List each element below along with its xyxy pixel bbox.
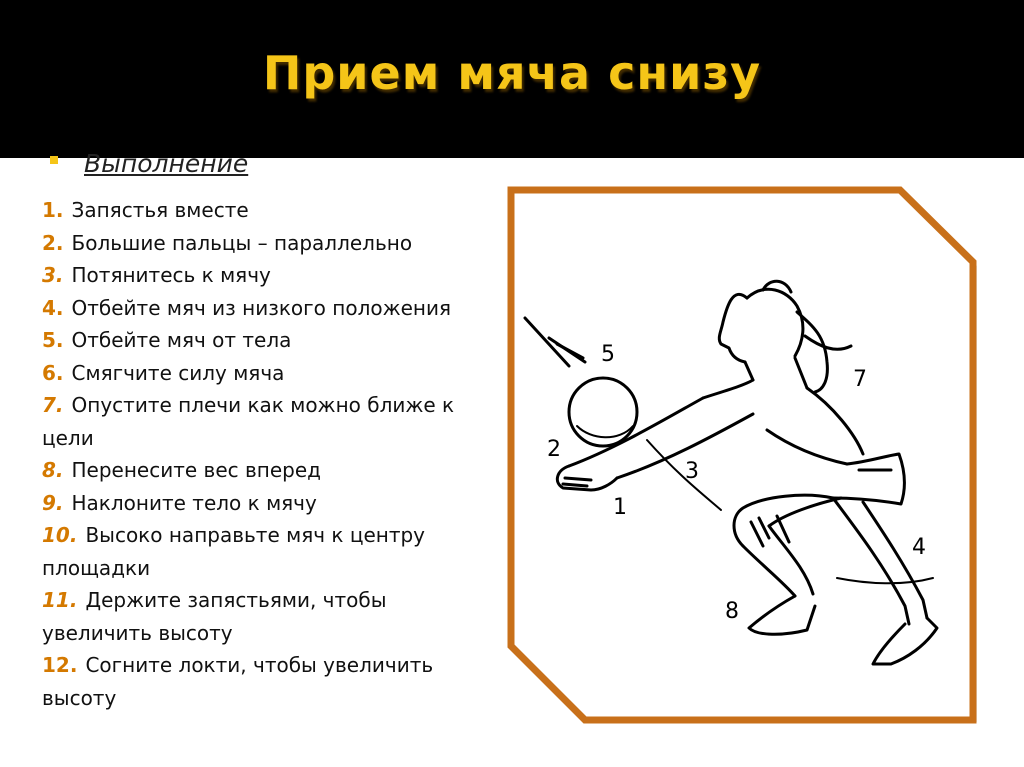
step-text: Наклоните тело к мячу xyxy=(71,490,317,515)
list-item xyxy=(42,227,492,260)
figure-label: 2 xyxy=(547,437,561,462)
list-item xyxy=(42,194,492,227)
step-number: 6. xyxy=(42,360,64,385)
figure-label: 7 xyxy=(853,367,867,392)
step-number: 4. xyxy=(42,295,64,320)
step-text: Согните локти, чтобы увеличить высоту xyxy=(42,653,434,710)
bullet-icon xyxy=(50,156,58,164)
list-item xyxy=(42,649,492,714)
list-item xyxy=(42,389,492,454)
steps-list xyxy=(42,194,492,714)
subheading: Выполнение xyxy=(84,149,249,178)
step-number: 11. xyxy=(42,588,78,612)
figure-label: 4 xyxy=(912,535,926,560)
step-number: 10. xyxy=(42,523,78,547)
step-text: Большие пальцы – параллельно xyxy=(71,230,413,255)
list-item xyxy=(42,584,492,649)
figure-label: 3 xyxy=(685,459,699,484)
step-text: Потянитесь к мячу xyxy=(71,263,271,287)
list-item xyxy=(42,324,492,357)
list-item xyxy=(42,259,492,292)
step-number: 5. xyxy=(42,328,64,352)
figure-label: 1 xyxy=(613,495,627,520)
step-text: Высоко направьте мяч к центру площадки xyxy=(42,523,426,580)
step-text: Перенесите вес вперед xyxy=(71,458,321,482)
list-item xyxy=(42,357,492,390)
step-number: 12. xyxy=(42,653,78,677)
list-item xyxy=(42,487,492,520)
step-text: Отбейте мяч от тела xyxy=(71,328,292,352)
list-item xyxy=(42,292,492,325)
step-number: 7. xyxy=(42,393,64,417)
list-item xyxy=(42,454,492,487)
slide-title: Прием мяча снизу xyxy=(262,46,762,100)
step-number: 9. xyxy=(42,490,64,515)
step-number: 8. xyxy=(42,458,64,482)
volleyball-illustration xyxy=(507,186,981,726)
step-text: Опустите плечи как можно ближе к цели xyxy=(42,393,455,450)
figure-label: 8 xyxy=(725,599,739,624)
frame-border xyxy=(511,190,973,720)
list-item xyxy=(42,519,492,584)
step-text: Смягчите силу мяча xyxy=(71,360,285,385)
step-number: 1. xyxy=(42,198,64,222)
step-text: Держите запястьями, чтобы увеличить высоту xyxy=(42,588,387,645)
step-text: Запястья вместе xyxy=(71,198,249,222)
figure-label: 5 xyxy=(601,342,615,367)
subheading-row xyxy=(50,140,310,180)
illustration-frame xyxy=(507,186,981,726)
step-text: Отбейте мяч из низкого положения xyxy=(71,295,452,320)
step-number: 3. xyxy=(42,263,64,287)
step-number: 2. xyxy=(42,230,64,255)
